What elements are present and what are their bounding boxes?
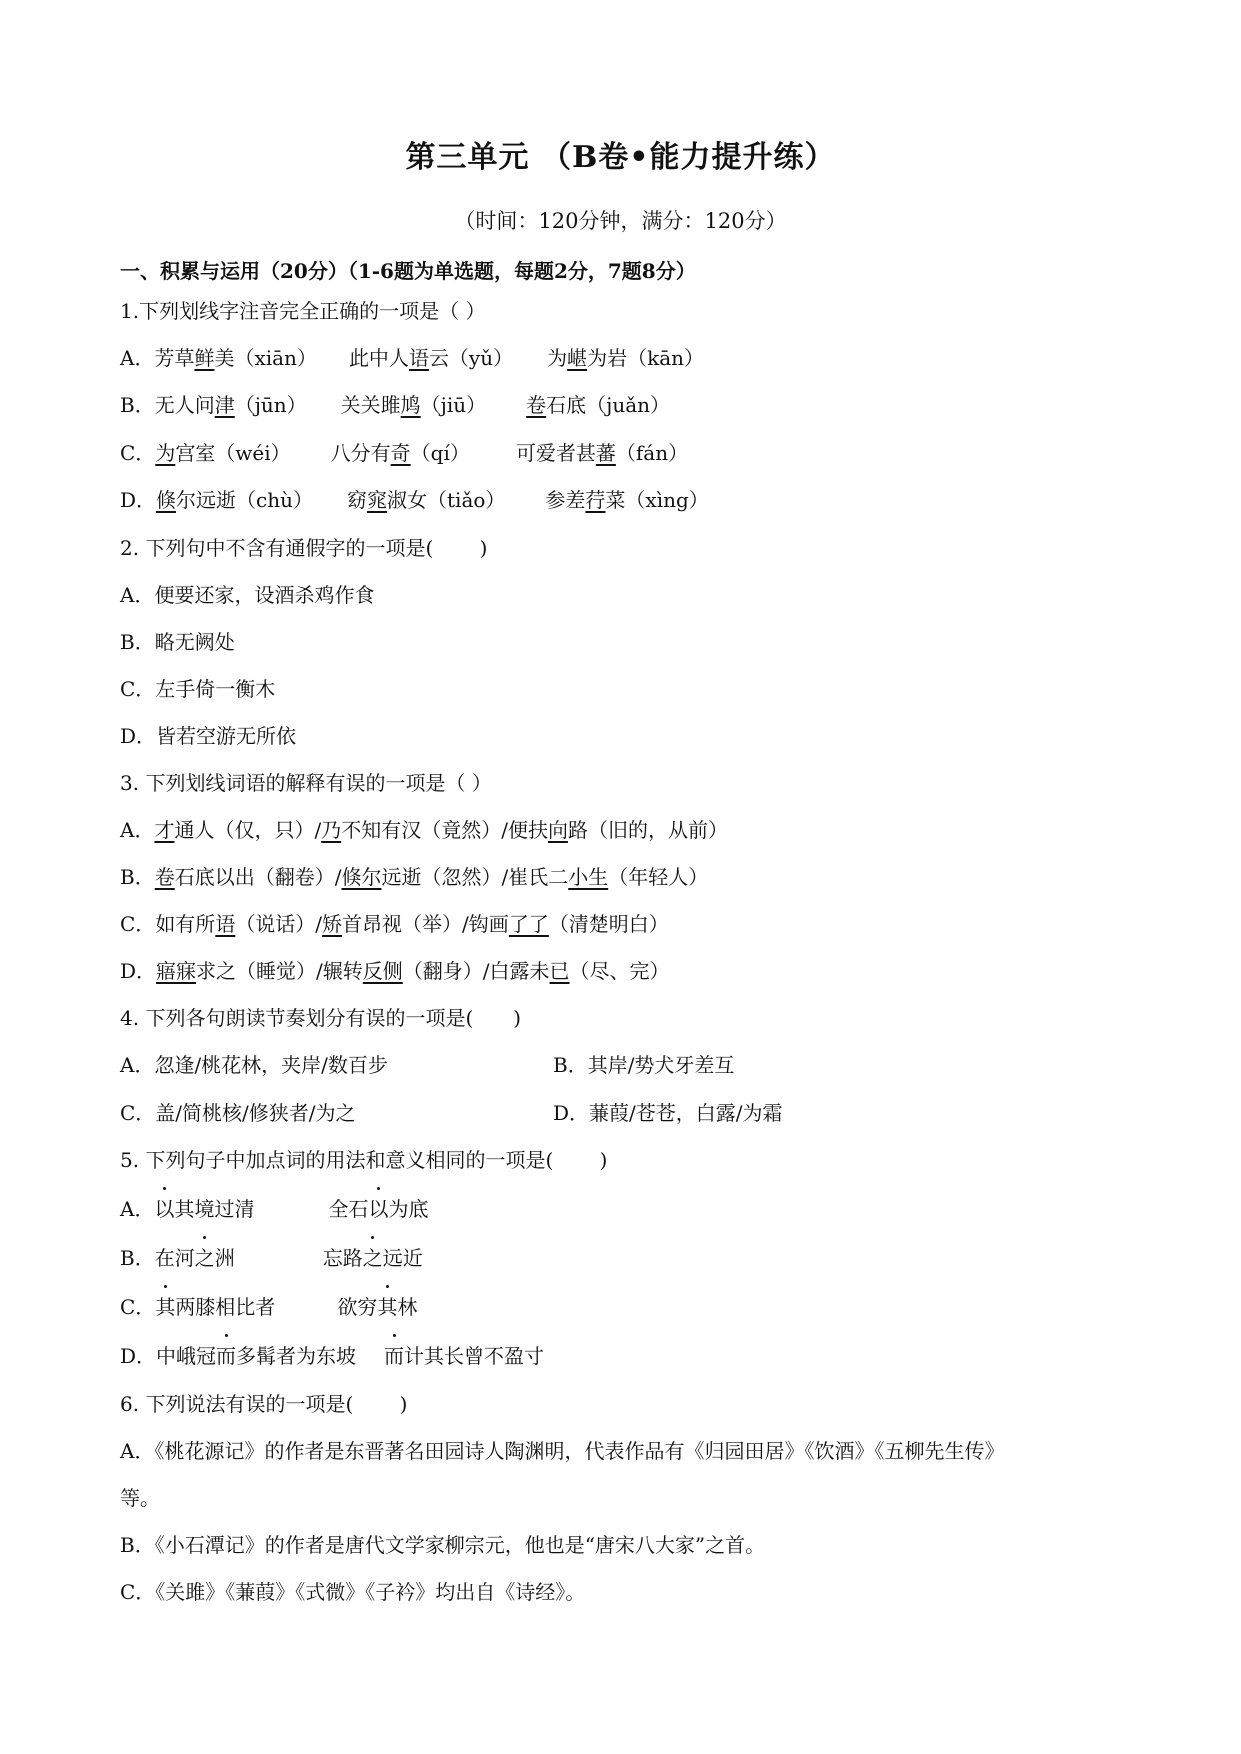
exam-time-score: （时间：120分钟，满分：120分）	[454, 209, 787, 233]
question-3-option-b: B．卷石底以出（翻卷）/倏尔远逝（忽然）/崔氏二小生（年轻人）	[120, 865, 709, 889]
dotted-char: 以	[154, 1197, 175, 1221]
section-header: 一、积累与运用（20分）（1-6题为单选题，每题2分，7题8分）	[120, 259, 696, 283]
underlined-word: 矫	[322, 912, 343, 936]
underlined-char: 嵁	[567, 346, 588, 370]
underlined-word: 才	[154, 818, 175, 842]
underlined-word: 向	[547, 818, 568, 842]
underlined-word: 反侧	[362, 959, 403, 983]
underlined-char: 津	[214, 393, 235, 417]
question-3-option-c: C．如有所语（说话）/矫首昂视（举）/钩画了了（清楚明白）	[120, 912, 669, 936]
dotted-char: 之	[362, 1246, 383, 1270]
underlined-word: 倏尔	[341, 865, 382, 889]
question-5-option-a: A．以其境过清 全石以为底	[120, 1197, 429, 1221]
underlined-word: 小生	[568, 865, 609, 889]
dotted-char: 之	[194, 1246, 215, 1270]
question-5-option-b: B．在河之洲 忘路之远近	[120, 1246, 423, 1270]
underlined-char: 倏	[156, 488, 177, 512]
question-3-stem: 3. 下列划线词语的解释有误的一项是（ ）	[120, 771, 492, 795]
page-title: 第三单元 （B卷•能力提升练）	[405, 140, 836, 175]
question-1-option-c: C．为宫室（wéi） 八分有奇（qí） 可爱者甚蕃（fán）	[120, 441, 689, 465]
question-6-option-c: C．《关雎》《蒹葭》《式微》《子衿》均出自《诗经》。	[120, 1580, 586, 1604]
question-1-option-b: B．无人问津（jūn） 关关雎鸠（jiū） 卷石底（juǎn）	[120, 393, 671, 417]
question-2-option-b: B．略无阙处	[120, 630, 235, 654]
dotted-char: 而	[384, 1344, 405, 1368]
underlined-word: 了了	[508, 912, 549, 936]
question-5-stem: 5. 下列句子中加点词的用法和意义相同的一项是( )	[120, 1148, 608, 1172]
underlined-word: 寤寐	[156, 959, 197, 983]
question-5-option-d: D．中峨冠而多髯者为东坡 而计其长曾不盈寸	[120, 1344, 545, 1368]
question-3-option-d: D．寤寐求之（睡觉）/辗转反侧（翻身）/白露未已（尽、完）	[120, 959, 670, 983]
question-4-option-b: B．其岸/势犬牙差互	[553, 1053, 735, 1077]
question-5-option-c: C．其两膝相比者 欲穷其林	[120, 1295, 418, 1319]
underlined-char: 鸠	[400, 393, 421, 417]
question-6-option-a-continued: 等。	[120, 1486, 160, 1510]
question-2-option-c: C．左手倚一衡木	[120, 677, 276, 701]
question-2-stem: 2. 下列句中不含有通假字的一项是( )	[120, 536, 488, 560]
underlined-char: 鲜	[194, 346, 215, 370]
underlined-word: 卷	[154, 865, 175, 889]
question-3-option-a: A．才通人（仅，只）/乃不知有汉（竟然）/便扶向路（旧的，从前）	[120, 818, 728, 842]
underlined-word: 已	[549, 959, 570, 983]
question-4-stem: 4. 下列各句朗读节奏划分有误的一项是( )	[120, 1006, 522, 1030]
question-6-option-b: B．《小石潭记》的作者是唐代文学家柳宗元，他也是“唐宋八大家”之首。	[120, 1533, 766, 1557]
question-2-option-a: A．便要还家，设酒杀鸡作食	[120, 583, 375, 607]
underlined-char: 语	[408, 346, 429, 370]
underlined-char: 窕	[367, 488, 388, 512]
underlined-word: 语	[215, 912, 236, 936]
underlined-char: 为	[155, 441, 176, 465]
dotted-char: 其	[155, 1295, 176, 1319]
dotted-char: 以	[368, 1197, 389, 1221]
underlined-char: 奇	[390, 441, 411, 465]
underlined-char: 蕃	[595, 441, 616, 465]
question-4-option-d: D．蒹葭/苍苍，白露/为霜	[553, 1101, 783, 1125]
question-2-option-d: D．皆若空游无所依	[120, 724, 297, 748]
underlined-char: 卷	[526, 393, 547, 417]
question-6-option-a: A．《桃花源记》的作者是东晋著名田园诗人陶渊明，代表作品有《归园田居》《饮酒》《五柳先生传》	[120, 1439, 1005, 1463]
dotted-char: 其	[377, 1295, 398, 1319]
question-6-stem: 6. 下列说法有误的一项是( )	[120, 1392, 408, 1416]
question-1-stem: 1.下列划线字注音完全正确的一项是（ ）	[120, 299, 486, 323]
question-4-option-c: C．盖/简桃核/修狭者/为之	[120, 1101, 356, 1125]
question-1-option-a: A．芳草鲜美（xiān） 此中人语云（yǔ） 为嵁为岩（kān）	[120, 346, 705, 370]
underlined-char: 荇	[585, 488, 606, 512]
question-4-option-a: A．忽逢/桃花林，夹岸/数百步	[120, 1053, 388, 1077]
underlined-word: 乃	[321, 818, 342, 842]
dotted-char: 而	[216, 1344, 237, 1368]
question-1-option-d: D．倏尔远逝（chù） 窈窕淑女（tiǎo） 参差荇菜（xìng）	[120, 488, 709, 512]
